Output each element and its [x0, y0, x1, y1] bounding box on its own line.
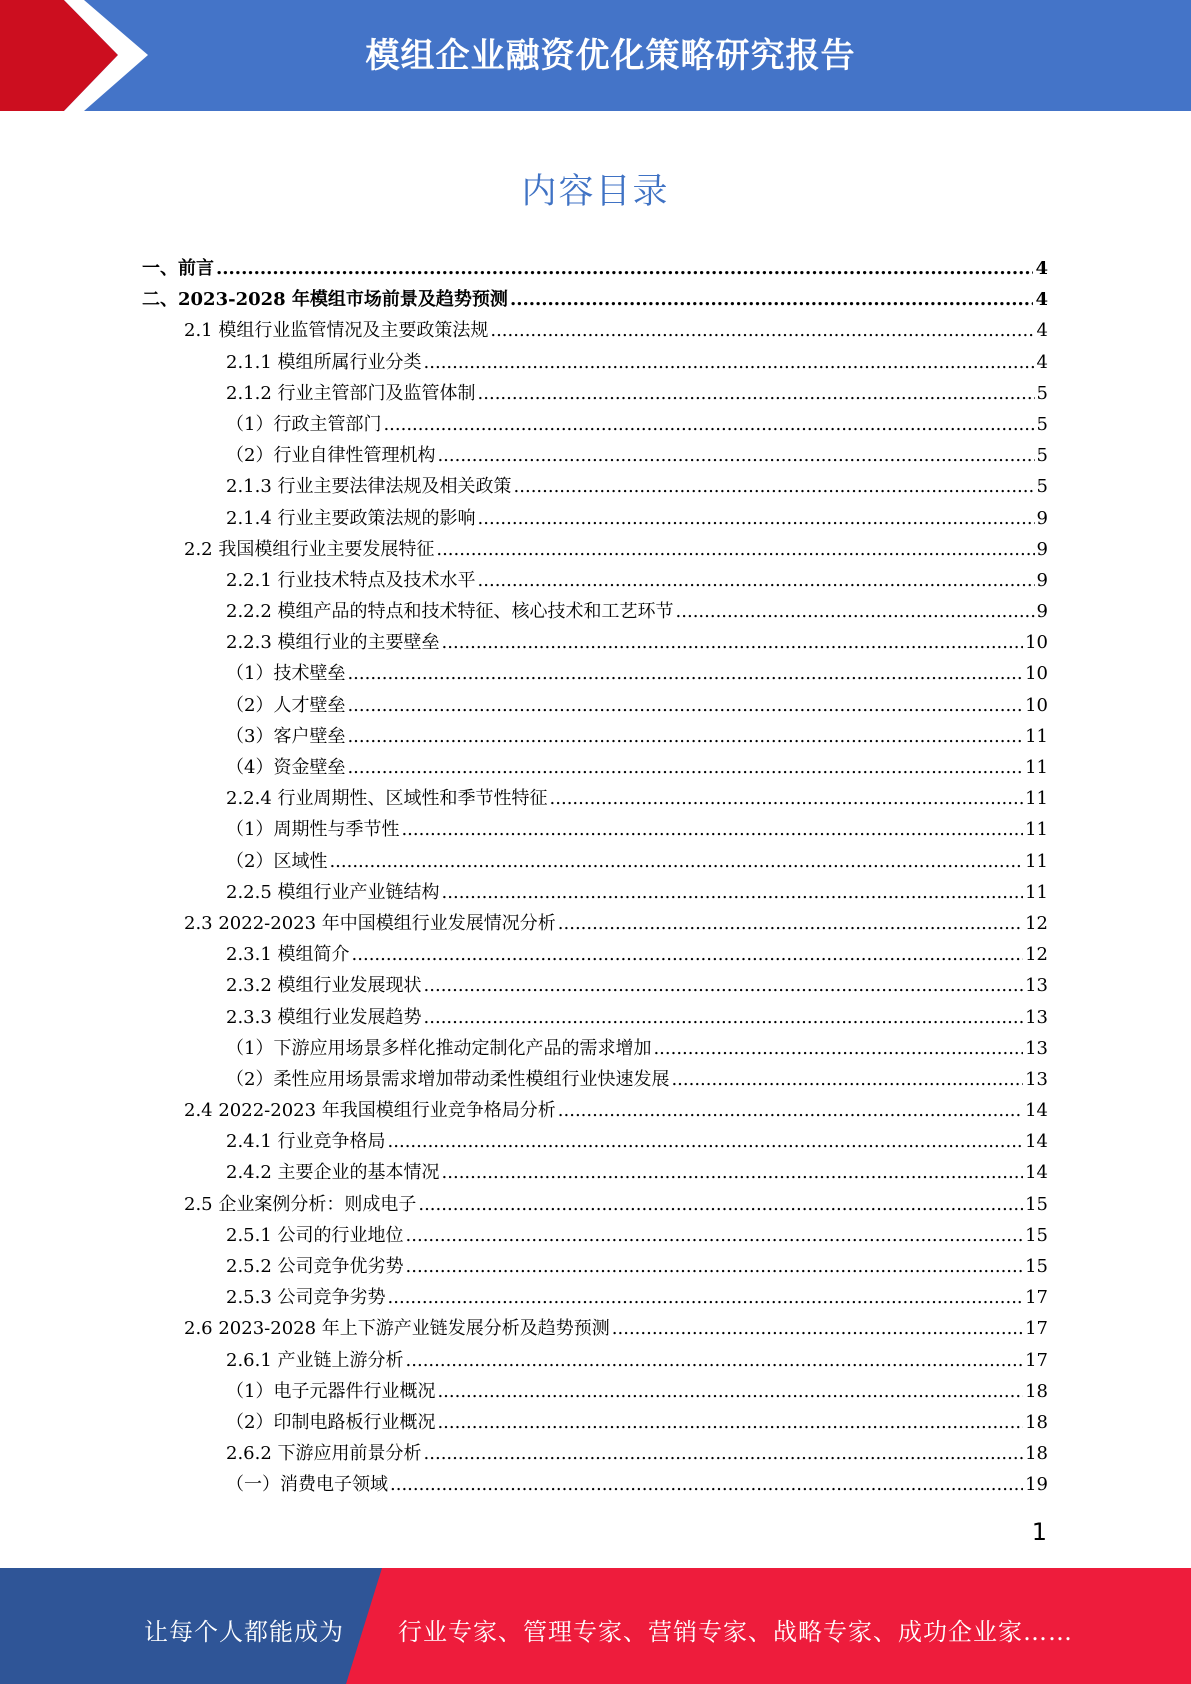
toc-entry-page: 11 [1025, 819, 1048, 841]
toc-entry[interactable] [142, 1470, 1048, 1501]
toc-dot-leader [612, 1318, 1023, 1339]
toc-entry[interactable] [142, 722, 1048, 753]
toc-entry-label: 2.4.1 行业竞争格局 [226, 1131, 386, 1153]
toc-entry[interactable] [142, 784, 1048, 815]
toc-dot-leader [406, 1256, 1024, 1277]
toc-entry-page: 13 [1025, 1068, 1048, 1090]
toc-dot-leader [329, 851, 1023, 872]
toc-entry-label: 2.2.1 行业技术特点及技术水平 [226, 569, 476, 591]
toc-dot-leader [406, 1350, 1024, 1371]
toc-entry-page: 12 [1025, 944, 1048, 966]
toc-entry-label: 2.6.1 产业链上游分析 [226, 1349, 404, 1371]
toc-dot-leader [347, 757, 1023, 778]
toc-entry-page: 11 [1025, 850, 1048, 872]
toc-entry[interactable] [142, 1003, 1048, 1034]
toc-dot-leader [442, 632, 1024, 653]
toc-entry-label: 2.3.3 模组行业发展趋势 [226, 1006, 422, 1028]
toc-entry[interactable] [142, 379, 1048, 410]
toc-entry-page: 9 [1036, 601, 1048, 623]
toc-entry-page: 15 [1025, 1224, 1048, 1246]
toc-entry-page: 13 [1025, 1006, 1048, 1028]
toc-entry-page: 9 [1036, 538, 1048, 560]
toc-dot-leader [442, 882, 1024, 903]
toc-dot-leader [514, 476, 1035, 497]
toc-entry[interactable] [142, 1346, 1048, 1377]
toc-entry[interactable] [142, 597, 1048, 628]
toc-entry[interactable] [142, 410, 1048, 441]
toc-dot-leader [383, 414, 1034, 435]
toc-entry[interactable] [142, 659, 1048, 690]
toc-entry[interactable] [142, 940, 1048, 971]
toc-entry-label: 2.1.1 模组所属行业分类 [226, 351, 422, 373]
toc-entry-page: 5 [1036, 413, 1048, 435]
toc-dot-leader [388, 1287, 1024, 1308]
toc-entry[interactable] [142, 1221, 1048, 1252]
toc-entry[interactable] [142, 753, 1048, 784]
toc-dot-leader [437, 1381, 1023, 1402]
toc-entry-label: 2.1.3 行业主要法律法规及相关政策 [226, 476, 512, 498]
toc-entry[interactable] [142, 815, 1048, 846]
toc-entry-page: 14 [1025, 1162, 1048, 1184]
toc-dot-leader [437, 445, 1034, 466]
toc-entry[interactable] [142, 1408, 1048, 1439]
toc-entry-label: （1）电子元器件行业概况 [226, 1380, 436, 1402]
toc-entry-label: （2）行业自律性管理机构 [226, 445, 436, 467]
toc-entry-page: 15 [1025, 1193, 1048, 1215]
toc-entry-page: 18 [1025, 1443, 1048, 1465]
toc-entry[interactable] [142, 909, 1048, 940]
toc-entry-label: （2）柔性应用场景需求增加带动柔性模组行业快速发展 [226, 1068, 670, 1090]
toc-entry-page: 10 [1025, 632, 1048, 654]
page-number: 1 [1031, 1518, 1047, 1546]
toc-entry-page: 19 [1025, 1474, 1048, 1496]
toc-entry-label: （2）区域性 [226, 850, 328, 872]
toc-entry-label: 2.1.2 行业主管部门及监管体制 [226, 382, 476, 404]
toc-entry-label: 2.5 企业案例分析：则成电子 [184, 1193, 417, 1215]
toc-dot-leader [442, 1162, 1024, 1183]
toc-entry-label: （一）消费电子领域 [226, 1474, 388, 1496]
toc-dot-leader [558, 1100, 1023, 1121]
toc-entry[interactable] [142, 1096, 1048, 1127]
toc-entry-page: 12 [1025, 912, 1048, 934]
toc-entry-label: 2.1 模组行业监管情况及主要政策法规 [184, 320, 489, 342]
toc-entry-label: 2.5.2 公司竞争优劣势 [226, 1256, 404, 1277]
toc-dot-leader [478, 383, 1035, 404]
toc-entry-label: （1）行政主管部门 [226, 413, 382, 435]
toc-dot-leader [437, 1412, 1023, 1433]
toc-entry[interactable] [142, 1377, 1048, 1408]
toc-entry-page: 11 [1025, 788, 1048, 810]
toc-dot-leader [550, 788, 1024, 809]
toc-entry-page: 13 [1025, 975, 1048, 997]
toc-entry-label: 2.6 2023-2028 年上下游产业链发展分析及趋势预测 [184, 1318, 610, 1340]
toc-dot-leader [347, 663, 1023, 684]
toc-dot-leader [406, 1225, 1024, 1246]
report-title: 模组企业融资优化策略研究报告 [365, 36, 856, 76]
toc-entry-page: 11 [1025, 725, 1048, 747]
toc-entry-page: 10 [1025, 663, 1048, 685]
toc-entry-page: 4 [1035, 258, 1048, 279]
toc-entry-label: 2.4 2022-2023 年我国模组行业竞争格局分析 [184, 1100, 556, 1122]
toc-entry[interactable] [142, 472, 1048, 503]
toc-dot-leader [424, 1007, 1024, 1028]
toc-entry[interactable] [142, 348, 1048, 379]
toc-entry-page: 17 [1025, 1349, 1048, 1371]
toc-entry[interactable] [142, 1252, 1048, 1283]
toc-dot-leader [388, 1131, 1024, 1152]
toc-entry[interactable] [142, 1439, 1048, 1470]
toc-dot-leader [424, 975, 1024, 996]
toc-entry-label: 2.2.2 模组产品的特点和技术特征、核心技术和工艺环节 [226, 601, 674, 623]
toc-entry-page: 5 [1036, 382, 1048, 404]
toc-dot-leader [558, 913, 1023, 934]
toc-entry[interactable] [142, 691, 1048, 722]
toc-entry[interactable] [142, 285, 1048, 316]
toc-entry-label: 2.6.2 下游应用前景分析 [226, 1443, 422, 1465]
toc-entry-page: 18 [1025, 1411, 1048, 1433]
toc-entry[interactable] [142, 316, 1048, 347]
toc-entry-page: 11 [1025, 757, 1048, 778]
toc-entry[interactable] [142, 1127, 1048, 1158]
toc-entry[interactable] [142, 1190, 1048, 1221]
toc-entry-label: 二、2023-2028 年模组市场前景及趋势预测 [142, 289, 508, 311]
toc-dot-leader [478, 508, 1035, 529]
toc-entry-label: 2.3.2 模组行业发展现状 [226, 975, 422, 997]
toc-dot-leader [424, 1443, 1024, 1464]
toc-entry[interactable] [142, 566, 1048, 597]
toc-entry-label: （1）周期性与季节性 [226, 819, 400, 841]
toc-entry-page: 18 [1025, 1380, 1048, 1402]
toc-entry-page: 5 [1036, 445, 1048, 467]
toc-entry[interactable] [142, 878, 1048, 909]
toc-entry-label: （2）人才壁垒 [226, 694, 346, 716]
toc-dot-leader [436, 539, 1034, 560]
toc-entry-label: 2.2.3 模组行业的主要壁垒 [226, 632, 440, 654]
toc-entry[interactable] [142, 441, 1048, 472]
toc-entry-page: 9 [1036, 507, 1048, 529]
toc-entry-page: 17 [1025, 1287, 1048, 1309]
toc-dot-leader [401, 819, 1023, 840]
toc-entry-page: 15 [1025, 1256, 1048, 1277]
table-of-contents [142, 254, 1048, 1502]
toc-entry[interactable] [142, 535, 1048, 566]
toc-entry-label: （4）资金壁垒 [226, 757, 346, 778]
toc-entry-page: 13 [1025, 1037, 1048, 1059]
header-banner [0, 0, 1191, 111]
toc-dot-leader [676, 601, 1035, 622]
footer-slogan-right: 行业专家、管理专家、营销专家、战略专家、成功企业家…… [398, 1618, 1073, 1646]
toc-entry-page: 4 [1035, 289, 1048, 311]
toc-dot-leader [478, 570, 1035, 591]
toc-entry-label: 2.2 我国模组行业主要发展特征 [184, 538, 435, 560]
toc-entry-page: 11 [1025, 881, 1048, 903]
toc-entry-page: 4 [1036, 351, 1048, 373]
toc-entry[interactable] [142, 504, 1048, 535]
toc-entry[interactable] [142, 1314, 1048, 1345]
toc-dot-leader [424, 352, 1035, 373]
toc-entry[interactable] [142, 1065, 1048, 1096]
footer-slogan-left: 让每个人都能成为 [144, 1618, 344, 1646]
toc-dot-leader [418, 1194, 1023, 1215]
toc-entry[interactable] [142, 1283, 1048, 1314]
toc-entry-label: 2.2.5 模组行业产业链结构 [226, 881, 440, 903]
toc-entry-page: 9 [1036, 569, 1048, 591]
toc-entry-label: 2.1.4 行业主要政策法规的影响 [226, 507, 476, 529]
toc-entry[interactable] [142, 254, 1048, 285]
toc-entry-page: 14 [1025, 1100, 1048, 1122]
toc-entry-label: 2.2.4 行业周期性、区域性和季节性特征 [226, 788, 548, 810]
footer-banner [0, 1568, 1191, 1684]
toc-entry-page: 10 [1025, 694, 1048, 716]
toc-entry-label: （1）技术壁垒 [226, 663, 346, 685]
toc-entry-label: 一、前言 [142, 258, 214, 279]
toc-dot-leader [352, 944, 1024, 965]
toc-entry[interactable] [142, 847, 1048, 878]
toc-dot-leader [390, 1474, 1023, 1495]
toc-dot-leader [347, 726, 1023, 747]
toc-entry-page: 14 [1025, 1131, 1048, 1153]
toc-dot-leader [490, 320, 1034, 341]
toc-entry[interactable] [142, 971, 1048, 1002]
toc-entry-label: 2.3 2022-2023 年中国模组行业发展情况分析 [184, 912, 556, 934]
toc-entry-label: （2）印制电路板行业概况 [226, 1411, 436, 1433]
toc-entry-page: 4 [1036, 320, 1048, 342]
toc-entry-label: （3）客户壁垒 [226, 725, 346, 747]
toc-entry[interactable] [142, 1034, 1048, 1065]
toc-entry-label: 2.3.1 模组简介 [226, 944, 350, 966]
toc-entry[interactable] [142, 628, 1048, 659]
toc-entry-label: 2.5.3 公司竞争劣势 [226, 1287, 386, 1309]
toc-dot-leader [347, 695, 1023, 716]
toc-dot-leader [671, 1069, 1023, 1090]
toc-entry-label: 2.4.2 主要企业的基本情况 [226, 1162, 440, 1184]
toc-entry-page: 17 [1025, 1318, 1048, 1340]
toc-entry-page: 5 [1036, 476, 1048, 498]
toc-entry[interactable] [142, 1158, 1048, 1189]
toc-dot-leader [510, 289, 1034, 310]
toc-title: 内容目录 [521, 172, 670, 212]
toc-dot-leader [653, 1038, 1023, 1059]
toc-entry-label: 2.5.1 公司的行业地位 [226, 1224, 404, 1246]
toc-entry-label: （1）下游应用场景多样化推动定制化产品的需求增加 [226, 1037, 652, 1059]
toc-dot-leader [216, 258, 1033, 279]
